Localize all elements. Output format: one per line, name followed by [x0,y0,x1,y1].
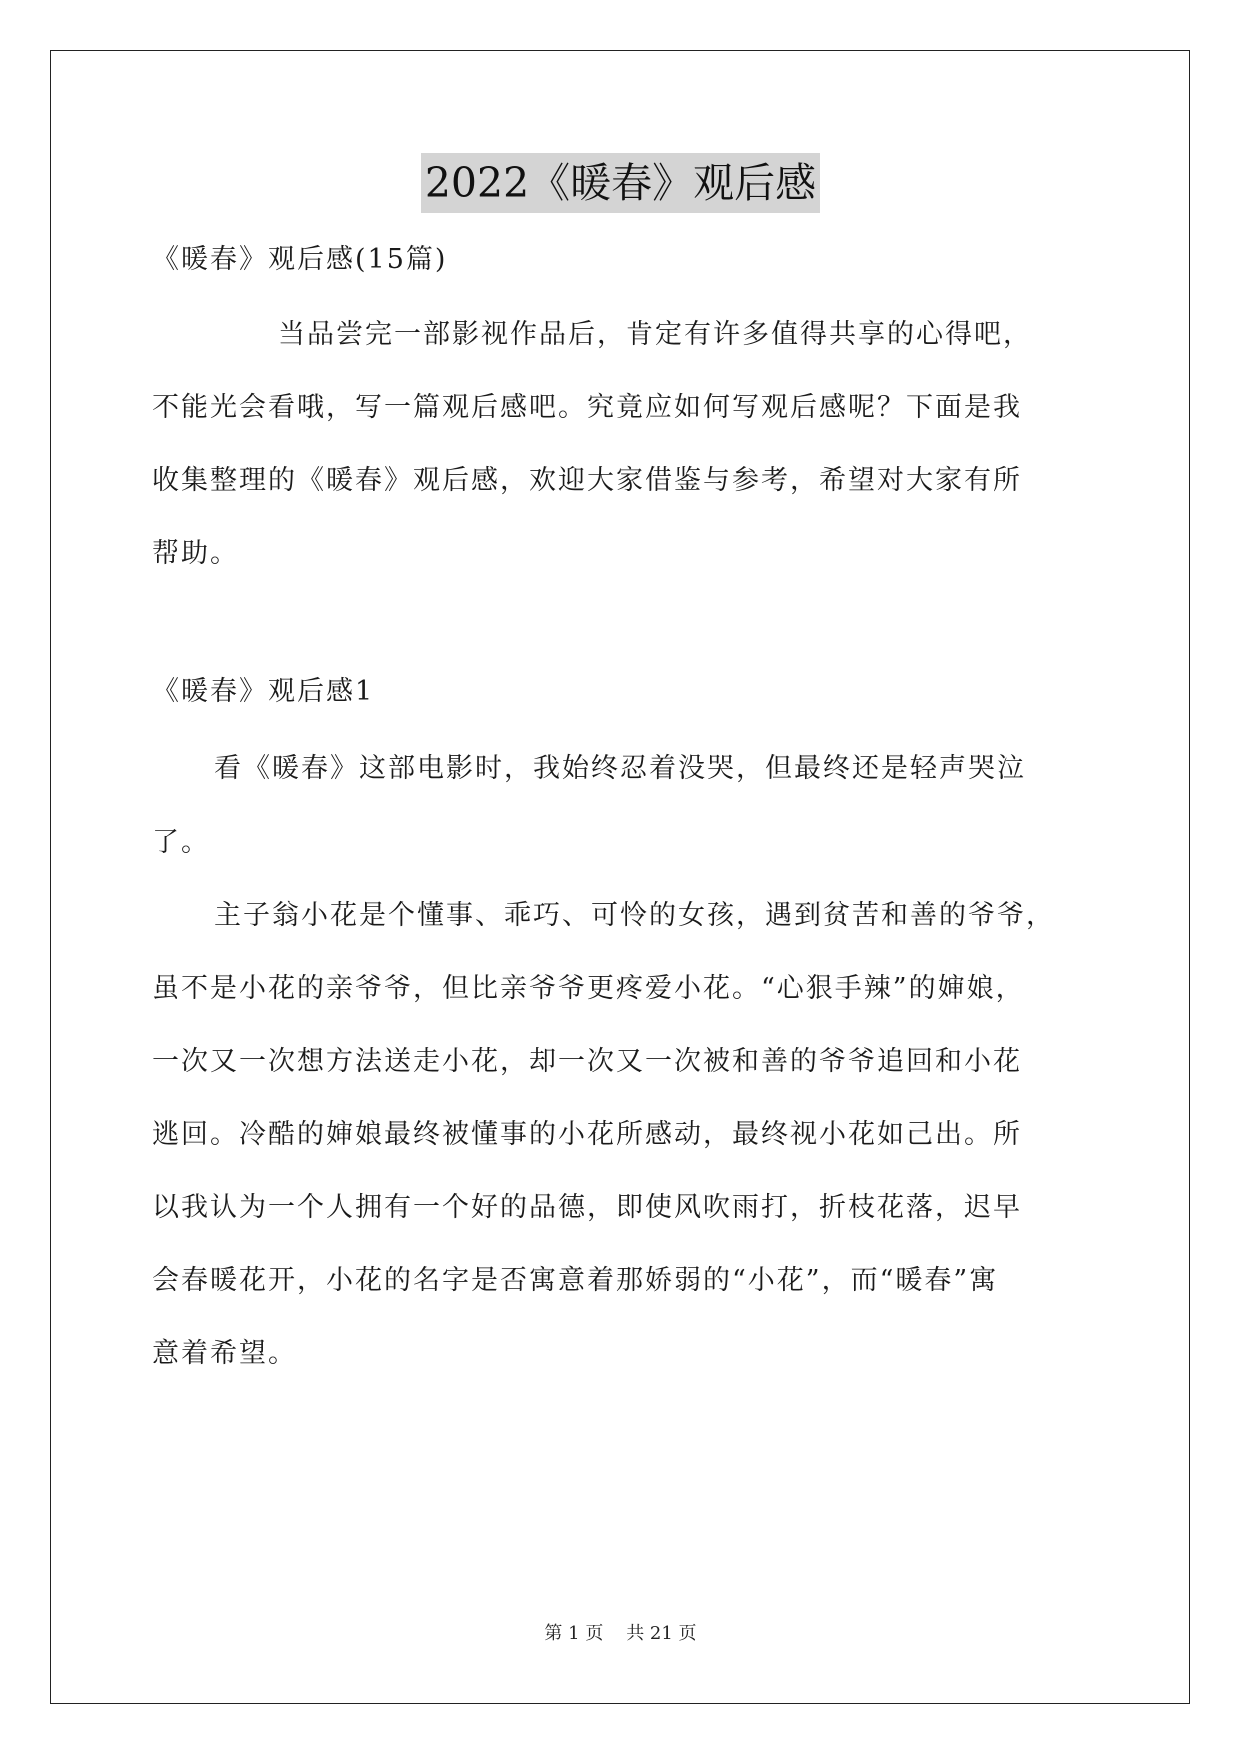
paragraph1-line-1: 看《暖春》这部电影时，我始终忍着没哭，但最终还是轻声哭泣 [214,753,1026,784]
paragraph2-line-6: 会春暖花开，小花的名字是否寓意着那娇弱的“小花”，而“暖春”寓 [152,1265,999,1296]
paragraph2-line-3: 一次又一次想方法送走小花，却一次又一次被和善的爷爷追回和小花 [152,1046,1022,1077]
intro-line-2: 不能光会看哦，写一篇观后感吧。究竟应如何写观后感呢？下面是我 [152,392,1022,423]
paragraph2-line-1: 主子翁小花是个懂事、乖巧、可怜的女孩，遇到贫苦和善的爷爷， [214,900,1055,931]
intro-line-4: 帮助。 [152,538,239,569]
page-border [50,50,1190,1704]
document-subtitle: 《暖春》观后感(15篇) [152,244,448,275]
paragraph2-line-7: 意着希望。 [152,1338,297,1369]
paragraph2-line-5: 以我认为一个人拥有一个好的品德，即使风吹雨打，折枝花落，迟早 [152,1192,1022,1223]
page-number: 第 1 页 共 21 页 [544,1623,697,1644]
title-container [0,153,1241,213]
paragraph1-line-2: 了。 [152,827,210,858]
intro-line-3: 收集整理的《暖春》观后感，欢迎大家借鉴与参考，希望对大家有所 [152,465,1022,496]
document-title: 2022《暖春》观后感 [421,153,820,213]
section-heading: 《暖春》观后感1 [152,676,375,707]
paragraph2-line-2: 虽不是小花的亲爷爷，但比亲爷爷更疼爱小花。“心狠手辣”的婶娘， [152,973,1025,1004]
intro-line-1: 当品尝完一部影视作品后，肯定有许多值得共享的心得吧， [278,319,1032,350]
paragraph2-line-4: 逃回。冷酷的婶娘最终被懂事的小花所感动，最终视小花如己出。所 [152,1119,1022,1150]
